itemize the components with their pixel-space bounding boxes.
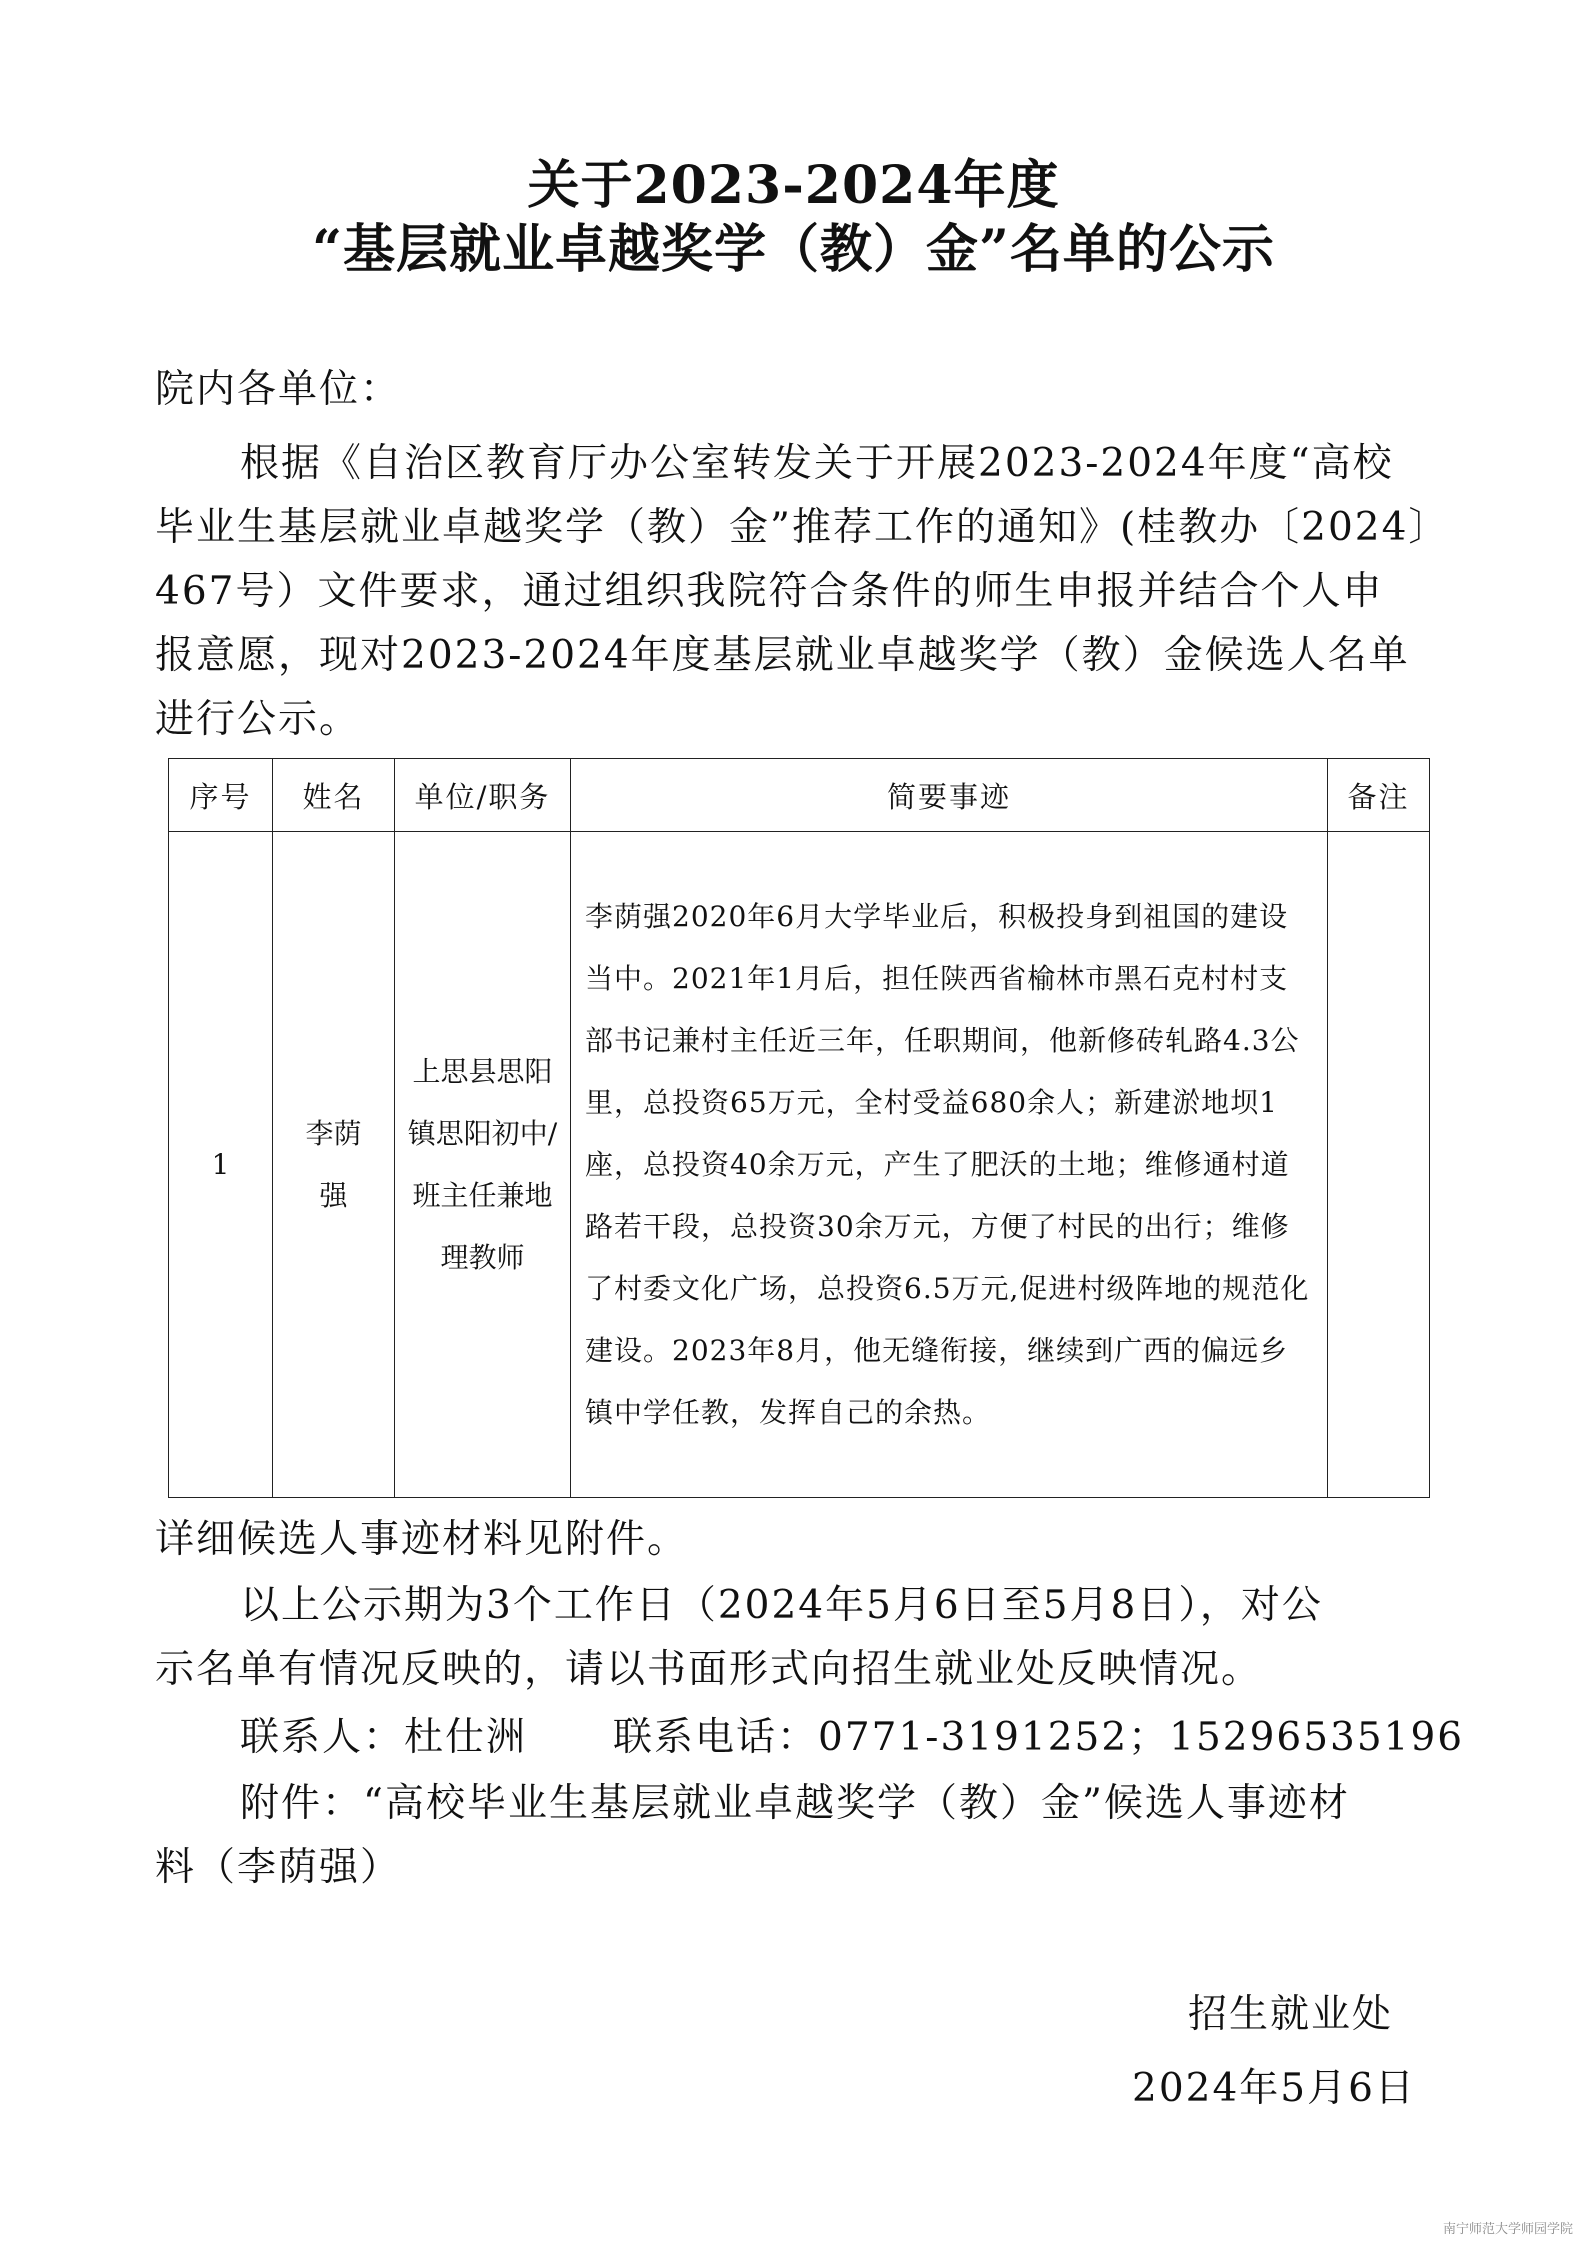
intro-line-1: 根据《自治区教育厅办公室转发关于开展2023-2024年度“高校 — [240, 441, 1394, 486]
header-index: 序号 — [169, 759, 273, 832]
intro-line-5: 进行公示。 — [155, 697, 361, 742]
after-table-note: 详细候选人事迹材料见附件。 — [155, 1517, 689, 1562]
notice-line-2: 示名单有情况反映的，请以书面形式向招生就业处反映情况。 — [155, 1647, 1263, 1692]
signature-date: 2024年5月6日 — [1132, 2066, 1416, 2111]
notice-line-1: 以上公示期为3个工作日（2024年5月6日至5月8日），对公 — [240, 1583, 1323, 1628]
cell-remark — [1328, 832, 1430, 1498]
intro-line-3: 467号）文件要求，通过组织我院符合条件的师生申报并结合个人申 — [155, 569, 1384, 614]
page-title-line-2: “基层就业卓越奖学（教）金”名单的公示 — [312, 219, 1275, 280]
cell-deeds: 李荫强2020年6月大学毕业后，积极投身到祖国的建设当中。2021年1月后，担任陕西省榆林市黑石克村村支部书记兼村主任近三年，任职期间，他新修砖轧路4.3公里，总投资65万元，全村受益680余人；新建淤地坝1座，总投资40余万元，产生了肥沃的土地；维修通村道路若干段，总投资30余万元，方便了村民的出行；维修了村委文化广场，总投资6.5万元,促进村级阵地的规范化建设。2023年8月，他无缝衔接，继续到广西的偏远乡镇中学任教，发挥自己的余热。 — [571, 832, 1328, 1498]
header-deeds: 简要事迹 — [571, 759, 1328, 832]
contact-line — [240, 1706, 1465, 1770]
table-header-row — [169, 759, 1430, 832]
header-remark: 备注 — [1328, 759, 1430, 832]
contact-person-label: 联系人： — [240, 1715, 405, 1760]
table-row — [169, 832, 1430, 1498]
attachment-line-2: 料（李荫强） — [155, 1845, 402, 1890]
signature-office: 招生就业处 — [1188, 1992, 1394, 2037]
watermark: 南宁师范大学师园学院 — [1442, 2222, 1573, 2237]
salutation: 院内各单位： — [155, 367, 402, 412]
contact-phone: 0771-3191252；15296535196 — [818, 1715, 1465, 1760]
contact-phone-label: 联系电话： — [613, 1715, 819, 1760]
cell-index: 1 — [169, 832, 273, 1498]
header-name: 姓名 — [273, 759, 395, 832]
cell-unit: 上思县思阳镇思阳初中/班主任兼地理教师 — [395, 832, 571, 1498]
intro-line-2: 毕业生基层就业卓越奖学（教）金”推荐工作的通知》(桂教办〔2024〕 — [155, 505, 1450, 550]
intro-line-4: 报意愿，现对2023-2024年度基层就业卓越奖学（教）金候选人名单 — [155, 633, 1410, 678]
page-title-line-1: 关于2023-2024年度 — [527, 155, 1060, 216]
attachment-line-1: 附件：“高校毕业生基层就业卓越奖学（教）金”候选人事迹材 — [240, 1781, 1350, 1826]
header-unit: 单位/职务 — [395, 759, 571, 832]
cell-name: 李荫强 — [273, 832, 395, 1498]
contact-person: 杜仕洲 — [404, 1715, 528, 1760]
candidate-table — [168, 758, 1430, 1498]
